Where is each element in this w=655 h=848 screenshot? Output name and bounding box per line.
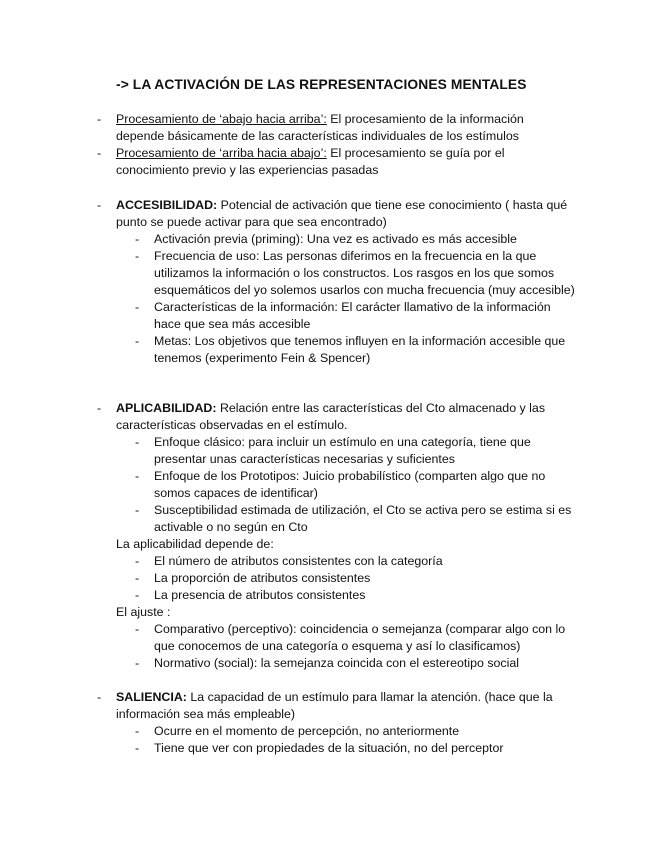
bullet-dash: - [135, 656, 140, 670]
ajuste-label: El ajuste : [116, 605, 171, 619]
sub-item [0, 299, 655, 333]
sub-item-text: El número de atributos consistentes con la categoría [154, 554, 443, 568]
sub-item-text: Comparativo (perceptivo): coincidencia o semejanza (comparar algo con lo que conocemos de una categoría o esquema y así lo clasificamos) [154, 622, 566, 653]
sub-item-text: Tiene que ver con propiedades de la situación, no del perceptor [154, 741, 504, 755]
sub-item [0, 333, 655, 367]
sub-item-text: Normativo (social): la semejanza coincida con el estereotipo social [154, 656, 520, 670]
bullet-dash: - [97, 690, 102, 704]
sub-item-text: Susceptibilidad estimada de utilización, el Cto se activa pero se estima si es activable o no según en Cto [154, 503, 572, 534]
aplicabilidad-section [0, 400, 655, 672]
bullet-dash: - [135, 469, 140, 483]
bullet-dash: - [135, 571, 140, 585]
bullet-dash: - [135, 300, 140, 314]
sub-item-text: Enfoque clásico: para incluir un estímulo en una categoría, tiene que presentar unas características necesarias y suficientes [154, 435, 531, 466]
sub-item-text: Enfoque de los Prototipos: Juicio probabilístico (comparten algo que no somos capaces de identificar) [154, 469, 546, 500]
term-saliencia: SALIENCIA: [116, 690, 187, 704]
sub-item [0, 621, 655, 655]
saliencia-section [0, 689, 655, 757]
sub-item [0, 231, 655, 248]
depends-label: La aplicabilidad depende de: [116, 537, 274, 551]
term-accesibilidad: ACCESIBILIDAD: [116, 198, 218, 212]
list-item [0, 145, 655, 179]
term-bottom-up: Procesamiento de ‘abajo hacia arriba’: [116, 112, 327, 126]
sub-item-text: La proporción de atributos consistentes [154, 571, 371, 585]
definition-text: El procesamiento se guía por el conocimiento previo y las experiencias pasadas [116, 146, 505, 177]
sub-item-text: Ocurre en el momento de percepción, no anteriormente [154, 724, 460, 738]
list-item [0, 689, 655, 723]
bullet-dash: - [135, 724, 140, 738]
bullet-dash: - [97, 401, 102, 415]
definition-text: El procesamiento de la información depende básicamente de las características individuales de los estímulos [116, 112, 524, 143]
list-item [0, 197, 655, 231]
sub-item-text: Características de la información: El carácter llamativo de la información hace que sea más accesible [154, 300, 551, 331]
sub-item [0, 723, 655, 740]
sub-item [0, 570, 655, 587]
sub-item [0, 434, 655, 468]
term-top-down: Procesamiento de ‘arriba hacia abajo’: [116, 146, 327, 160]
bullet-dash: - [135, 334, 140, 348]
definition-text: Potencial de activación que tiene ese conocimiento ( hasta qué punto se puede activar para que sea encontrado) [116, 198, 568, 229]
bullet-dash: - [135, 435, 140, 449]
sub-item-text: Frecuencia de uso: Las personas diferimos en la frecuencia en la que utilizamos la información o los constructos. Los rasgos en los que somos esquemáticos del yo solemos usarlos con mucha frecuencia (muy accesible) [154, 249, 575, 297]
sub-item [0, 502, 655, 536]
accesibilidad-section [0, 197, 655, 367]
sub-item-text: Activación previa (priming): Una vez es activado es más accesible [154, 232, 517, 246]
bullet-dash: - [135, 232, 140, 246]
sub-item [0, 740, 655, 757]
bullet-dash: - [97, 198, 102, 212]
bullet-dash: - [135, 249, 140, 263]
bullet-dash: - [135, 741, 140, 755]
bullet-dash: - [135, 588, 140, 602]
bullet-dash: - [97, 146, 102, 160]
sub-item [0, 655, 655, 672]
definition-text: Relación entre las características del Cto almacenado y las características observadas en el estímulo. [116, 401, 546, 432]
bullet-dash: - [135, 503, 140, 517]
list-item [0, 111, 655, 145]
processing-section [0, 111, 655, 179]
bullet-dash: - [135, 554, 140, 568]
definition-text: La capacidad de un estímulo para llamar la atención. (hace que la información sea más empleable) [116, 690, 553, 721]
sub-item-text: Metas: Los objetivos que tenemos influyen en la información accesible que tenemos (experimento Fein & Spencer) [154, 334, 566, 365]
sub-item-text: La presencia de atributos consistentes [154, 588, 366, 602]
sub-item [0, 553, 655, 570]
page-title: -> LA ACTIVACIÓN DE LAS REPRESENTACIONES MENTALES [116, 77, 527, 92]
list-item [0, 400, 655, 434]
sub-item [0, 248, 655, 299]
sub-item [0, 587, 655, 604]
term-aplicabilidad: APLICABILIDAD: [116, 401, 217, 415]
bullet-dash: - [97, 112, 102, 126]
sub-item [0, 468, 655, 502]
bullet-dash: - [135, 622, 140, 636]
